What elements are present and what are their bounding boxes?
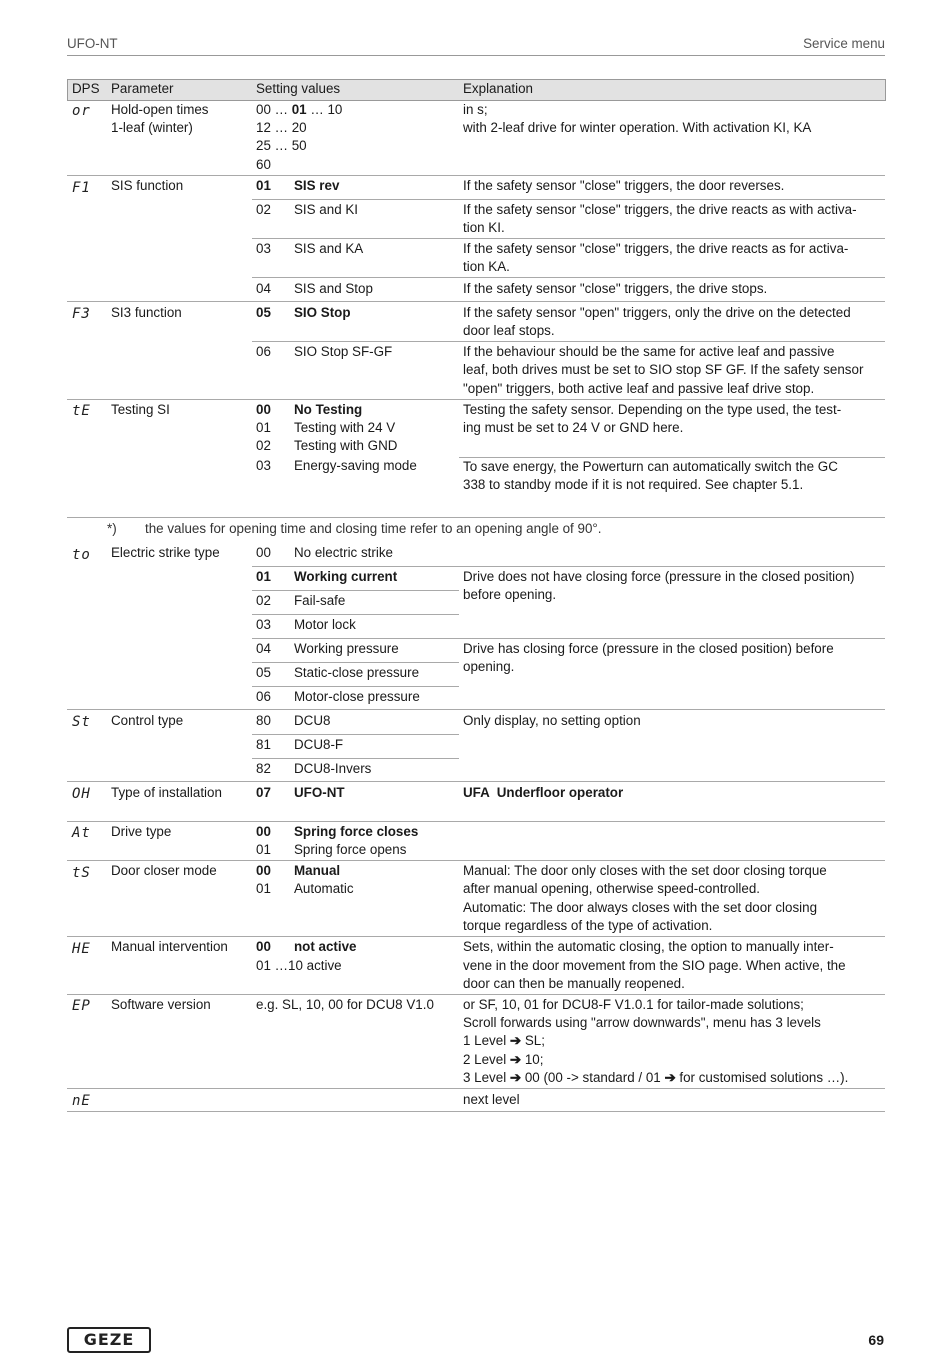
dps-code: to: [72, 547, 91, 563]
option-code: 03: [256, 458, 271, 473]
explanation: Testing the safety sensor. Depending on the type used, the test-: [463, 402, 842, 417]
dps-code: St: [72, 714, 91, 730]
col-parameter: Parameter: [111, 81, 174, 96]
option-label: not active: [294, 939, 357, 954]
row-divider: [252, 238, 885, 239]
option-code: 82: [256, 761, 271, 776]
col-setting: Setting values: [256, 81, 341, 96]
explanation: tion KI.: [463, 220, 505, 235]
footnote-text: the values for opening time and closing time refer to an opening angle of 90°.: [145, 521, 602, 536]
param-label: Testing SI: [111, 402, 170, 417]
explanation: If the safety sensor "open" triggers, only the drive on the detected: [463, 305, 851, 320]
option-code: 01: [256, 420, 271, 435]
option-label: Fail-safe: [294, 593, 346, 608]
row-divider: [252, 566, 885, 567]
explanation: If the safety sensor "close" triggers, the drive reacts as with activa-: [463, 202, 857, 217]
setting-value: e.g. SL, 10, 00 for DCU8 V1.0: [256, 997, 434, 1012]
option-code: 07: [256, 785, 271, 800]
explanation: 338 to standby mode if it is not required. See chapter 5.1.: [463, 477, 804, 492]
explanation: in s;: [463, 102, 488, 117]
row-divider: [67, 860, 885, 861]
option-label: DCU8: [294, 713, 331, 728]
option-label: Automatic: [294, 881, 354, 896]
row-divider: [252, 199, 885, 200]
option-code: 01: [256, 881, 271, 896]
row-divider: [67, 821, 885, 822]
setting-value: 12 … 20: [256, 120, 307, 135]
explanation: If the safety sensor "close" triggers, the drive reacts as for activa-: [463, 241, 849, 256]
option-label: Static-close pressure: [294, 665, 420, 680]
explanation: ing must be set to 24 V or GND here.: [463, 420, 684, 435]
option-code: 04: [256, 281, 271, 296]
row-divider: [252, 686, 459, 687]
param-label: Control type: [111, 713, 184, 728]
option-code: 06: [256, 344, 271, 359]
option-code: 00: [256, 939, 271, 954]
row-divider: [252, 277, 885, 278]
option-label: DCU8-F: [294, 737, 344, 752]
header-rule: [67, 55, 885, 56]
option-code: 02: [256, 438, 271, 453]
header-left: UFO-NT: [67, 36, 118, 51]
dps-code: tS: [72, 865, 91, 881]
option-code: 00: [256, 824, 271, 839]
param-label: SI3 function: [111, 305, 182, 320]
explanation: Sets, within the automatic closing, the option to manually inter-: [463, 939, 834, 954]
explanation: next level: [463, 1092, 520, 1107]
explanation: door leaf stops.: [463, 323, 555, 338]
row-divider: [67, 709, 885, 710]
option-code: 06: [256, 689, 271, 704]
param-label: Software version: [111, 997, 211, 1012]
row-divider: [252, 638, 885, 639]
arrow-right-icon: ➔: [664, 1070, 676, 1085]
dps-code: HE: [72, 941, 91, 957]
option-label: Testing with GND: [294, 438, 398, 453]
option-label: SIS and KA: [294, 241, 364, 256]
explanation: door can then be manually reopened.: [463, 976, 685, 991]
geze-logo: GEZE: [67, 1327, 151, 1353]
footnote-mark: *): [107, 521, 117, 536]
level-line: 3 Level ➔ 00 (00 -> standard / 01 ➔ for customised solutions …).: [463, 1070, 849, 1085]
option-label: Motor-close pressure: [294, 689, 420, 704]
explanation: UFA Underfloor operator: [463, 785, 624, 800]
row-divider: [67, 936, 885, 937]
dps-code: F1: [72, 180, 91, 196]
option-label: SIS and Stop: [294, 281, 373, 296]
dps-code: tE: [72, 403, 91, 419]
option-label: Energy-saving mode: [294, 458, 417, 473]
option-label: Working current: [294, 569, 398, 584]
page-number: 69: [868, 1332, 884, 1348]
option-label: Testing with 24 V: [294, 420, 396, 435]
option-label: Working pressure: [294, 641, 399, 656]
row-divider: [252, 590, 459, 591]
explanation: after manual opening, otherwise speed-controlled.: [463, 881, 761, 896]
explanation: "open" triggers, both active leaf and passive leaf drive stop.: [463, 381, 815, 396]
option-code: 01: [256, 569, 271, 584]
explanation: before opening.: [463, 587, 557, 602]
dps-code: or: [72, 103, 91, 119]
dps-code: F3: [72, 306, 91, 322]
option-code: 01: [256, 178, 271, 193]
option-code: 03: [256, 617, 271, 632]
row-divider: [252, 662, 459, 663]
option-label: SIO Stop: [294, 305, 351, 320]
setting-value: 60: [256, 157, 271, 172]
explanation: To save energy, the Powerturn can automatically switch the GC: [463, 459, 838, 474]
param-label: SIS function: [111, 178, 184, 193]
header-right: Service menu: [803, 36, 885, 51]
row-divider: [67, 994, 885, 995]
explanation: If the behaviour should be the same for active leaf and passive: [463, 344, 835, 359]
row-divider: [252, 758, 459, 759]
explanation: opening.: [463, 659, 515, 674]
arrow-right-icon: ➔: [509, 1052, 522, 1067]
option-code: 80: [256, 713, 271, 728]
dps-code: nE: [72, 1093, 91, 1109]
param-label: 1-leaf (winter): [111, 120, 193, 135]
row-divider: [67, 781, 885, 782]
option-code: 81: [256, 737, 271, 752]
col-explanation: Explanation: [463, 81, 533, 96]
dps-code: At: [72, 825, 91, 841]
explanation: with 2-leaf drive for winter operation. With activation KI, KA: [463, 120, 812, 135]
explanation: torque regardless of the type of activation.: [463, 918, 713, 933]
param-label: Drive type: [111, 824, 172, 839]
row-divider: [67, 517, 885, 518]
param-label: Hold-open times: [111, 102, 209, 117]
row-divider: [67, 175, 885, 176]
option-label: SIS and KI: [294, 202, 359, 217]
option-code: 00: [256, 402, 271, 417]
explanation: If the safety sensor "close" triggers, the door reverses.: [463, 178, 785, 193]
explanation: Only display, no setting option: [463, 713, 641, 728]
explanation: Drive does not have closing force (pressure in the closed position): [463, 569, 855, 584]
row-divider: [67, 399, 885, 400]
option-label: SIO Stop SF-GF: [294, 344, 393, 359]
setting-value: 01 …10 active: [256, 958, 342, 973]
option-label: Manual: [294, 863, 341, 878]
option-code: 02: [256, 593, 271, 608]
col-dps: DPS: [72, 81, 100, 96]
param-label: Electric strike type: [111, 545, 220, 560]
level-line: 1 Level ➔ SL;: [463, 1033, 545, 1048]
setting-value: 25 … 50: [256, 138, 307, 153]
explanation: vene in the door movement from the SIO page. When active, the: [463, 958, 846, 973]
option-code: 00: [256, 863, 271, 878]
option-code: 00: [256, 545, 271, 560]
level-line: 2 Level ➔ 10;: [463, 1052, 544, 1067]
row-divider: [252, 614, 459, 615]
row-divider: [67, 1111, 885, 1112]
setting-value: 00 … 01 … 10: [256, 102, 343, 117]
explanation: Manual: The door only closes with the set door closing torque: [463, 863, 827, 878]
row-divider: [67, 1088, 885, 1089]
option-code: 02: [256, 202, 271, 217]
explanation: tion KA.: [463, 259, 510, 274]
row-divider: [252, 734, 459, 735]
explanation: Drive has closing force (pressure in the closed position) before: [463, 641, 834, 656]
option-code: 05: [256, 305, 271, 320]
option-label: Spring force closes: [294, 824, 419, 839]
option-code: 05: [256, 665, 271, 680]
param-label: Type of installation: [111, 785, 222, 800]
explanation: leaf, both drives must be set to SIO stop SF GF. If the safety sensor: [463, 362, 864, 377]
option-label: UFO-NT: [294, 785, 345, 800]
option-code: 01: [256, 842, 271, 857]
param-label: Manual intervention: [111, 939, 228, 954]
explanation: Automatic: The door always closes with the set door closing: [463, 900, 818, 915]
dps-code: OH: [72, 786, 91, 802]
explanation: or SF, 10, 01 for DCU8-F V1.0.1 for tailor-made solutions;: [463, 997, 804, 1012]
option-label: Motor lock: [294, 617, 356, 632]
option-code: 04: [256, 641, 271, 656]
option-label: No Testing: [294, 402, 363, 417]
option-label: Spring force opens: [294, 842, 407, 857]
option-label: DCU8-Invers: [294, 761, 372, 776]
option-label: SIS rev: [294, 178, 340, 193]
row-divider: [252, 341, 885, 342]
option-label: No electric strike: [294, 545, 393, 560]
row-divider: [67, 301, 885, 302]
param-label: Door closer mode: [111, 863, 217, 878]
explanation: If the safety sensor "close" triggers, the drive stops.: [463, 281, 768, 296]
option-code: 03: [256, 241, 271, 256]
explanation: Scroll forwards using "arrow downwards", menu has 3 levels: [463, 1015, 821, 1030]
dps-code: EP: [72, 998, 91, 1014]
arrow-right-icon: ➔: [509, 1033, 522, 1048]
arrow-right-icon: ➔: [509, 1070, 522, 1085]
